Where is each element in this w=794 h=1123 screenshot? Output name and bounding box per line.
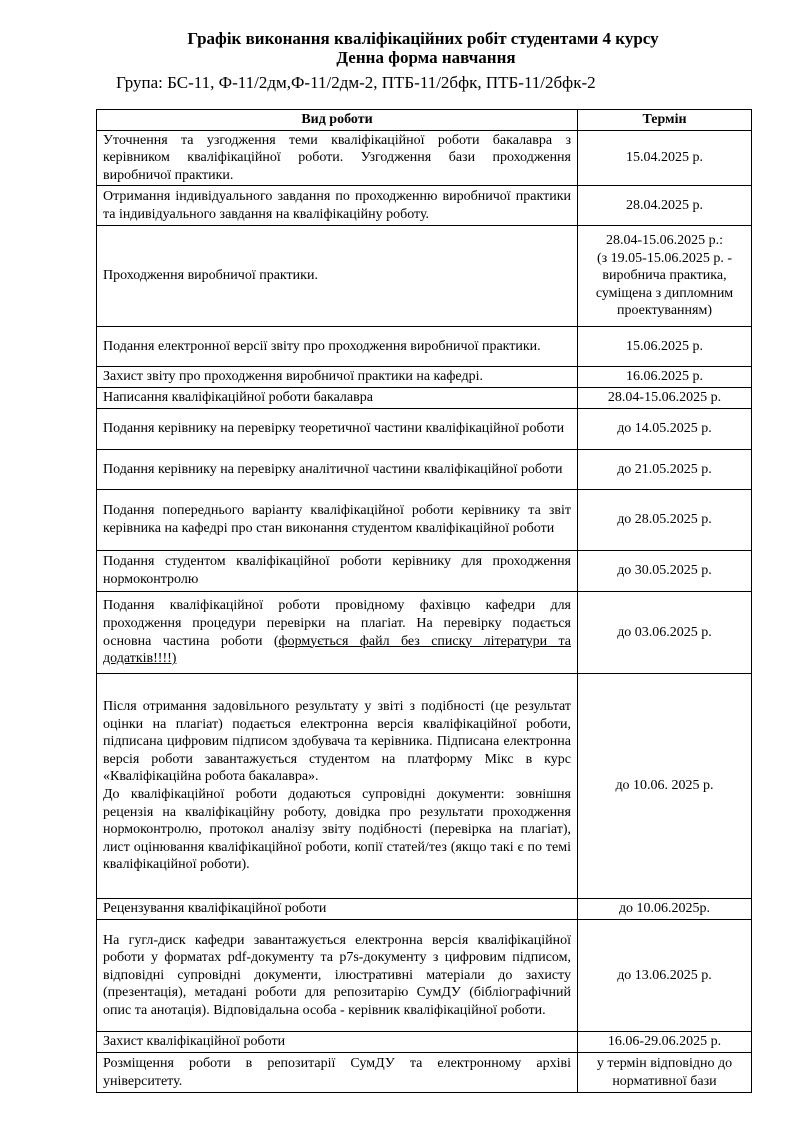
term-cell: 16.06-29.06.2025 р. bbox=[578, 1032, 752, 1053]
table-row bbox=[97, 409, 752, 450]
term-cell: до 30.05.2025 р. bbox=[578, 551, 752, 592]
term-line: нормативної бази bbox=[612, 1073, 717, 1089]
term-line: (з 19.05-15.06.2025 р. - bbox=[596, 250, 733, 266]
term-cell: 28.04.2025 р. bbox=[578, 186, 752, 226]
work-cell: Проходження виробничої практики. bbox=[97, 226, 578, 327]
work-cell: Подання попереднього варіанту кваліфікаційної роботи керівнику та звіт керівника на кафедрі про стан виконання студентом кваліфікаційної роботи bbox=[97, 490, 578, 551]
work-cell: Отримання індивідуального завдання по проходженню виробничої практики та індивідуального завдання на кваліфікаційну роботу. bbox=[97, 186, 578, 226]
table-row bbox=[97, 1032, 752, 1053]
page-title: Графік виконання кваліфікаційних робіт студентами 4 курсу bbox=[187, 29, 659, 48]
term-cell: 16.06.2025 р. bbox=[578, 367, 752, 388]
term-cell: 15.04.2025 р. bbox=[578, 131, 752, 186]
table-row bbox=[97, 327, 752, 367]
column-header-term: Термін bbox=[578, 110, 752, 131]
table-row bbox=[97, 551, 752, 592]
term-line: 28.04-15.06.2025 р.: bbox=[605, 233, 724, 249]
table-row bbox=[97, 226, 752, 327]
work-cell: На гугл-диск кафедри завантажується електронна версія кваліфікаційної роботи у форматах pdf-документу та p7s-документу з цифровим підписом, відповідні супровідні документи, ілюстративні матеріали до захисту (презентація), метадані роботи для репозитарію СумДУ (бібліографічний опис та анотація). Відповідальна особа - керівник кваліфікаційної роботи. bbox=[97, 920, 578, 1032]
work-cell: Уточнення та узгодження теми кваліфікаційної роботи бакалавра з керівником кваліфікаційної роботи. Узгодження бази проходження виробничої практики. bbox=[97, 131, 578, 186]
work-cell: Написання кваліфікаційної роботи бакалавра bbox=[97, 388, 578, 409]
work-cell: Подання студентом кваліфікаційної роботи керівнику для проходження нормоконтролю bbox=[97, 551, 578, 592]
term-cell: 15.06.2025 р. bbox=[578, 327, 752, 367]
term-cell: до 14.05.2025 р. bbox=[578, 409, 752, 450]
table-row bbox=[97, 490, 752, 551]
term-cell bbox=[578, 226, 752, 327]
column-header-work: Вид роботи bbox=[97, 110, 578, 131]
term-cell bbox=[578, 1053, 752, 1093]
table-row bbox=[97, 899, 752, 920]
term-cell: до 10.06. 2025 р. bbox=[578, 674, 752, 899]
table-row bbox=[97, 186, 752, 226]
table-row bbox=[97, 1053, 752, 1093]
table-row bbox=[97, 367, 752, 388]
term-cell: до 03.06.2025 р. bbox=[578, 592, 752, 674]
table-row bbox=[97, 674, 752, 899]
work-note-underlined: (формується файл без списку літератури та додатків!!!!) bbox=[103, 633, 571, 667]
term-cell: до 21.05.2025 р. bbox=[578, 450, 752, 490]
group-list: Група: БС-11, Ф-11/2дм,Ф-11/2дм-2, ПТБ-11/2бфк, ПТБ-11/2бфк-2 bbox=[116, 73, 596, 92]
work-paragraph: До кваліфікаційної роботи додаються супровідні документи: зовнішня рецензія на кваліфікаційну роботу, довідка про результати проходження нормоконтролю, протокол аналізу звіту подібності (перевірка на плагіат), лист оцінювання кваліфікаційної роботи, копії статей/тез (якщо такі є по темі кваліфікаційної роботи). bbox=[103, 787, 571, 873]
table-row bbox=[97, 920, 752, 1032]
table-row bbox=[97, 450, 752, 490]
term-line: суміщена з дипломним bbox=[595, 285, 734, 301]
work-text: Подання кваліфікаційної роботи провідному фахівцю кафедри для проходження процедури перевірки на плагіат. На перевірку подається основна частина роботи bbox=[103, 598, 571, 649]
table-header-row bbox=[97, 110, 752, 131]
page-subtitle: Денна форма навчання bbox=[336, 48, 516, 67]
table-row bbox=[97, 131, 752, 186]
work-cell bbox=[97, 592, 578, 674]
table-row bbox=[97, 592, 752, 674]
work-cell: Подання керівнику на перевірку теоретичної частини кваліфікаційної роботи bbox=[97, 409, 578, 450]
work-cell: Подання електронної версії звіту про проходження виробничої практики. bbox=[97, 327, 578, 367]
work-cell bbox=[97, 674, 578, 899]
work-paragraph: Після отримання задовільного результату у звіті з подібності (це результат оцінки на плагіат) подається електронна версія кваліфікаційної роботи, підписана цифровим підписом здобувача та керівника. Підписана електронна версія роботи завантажується студентом на платформу Мікс в курс «Кваліфікаційна робота бакалавра». bbox=[103, 699, 571, 785]
work-cell: Захист кваліфікаційної роботи bbox=[97, 1032, 578, 1053]
term-cell: до 10.06.2025р. bbox=[578, 899, 752, 920]
schedule-table bbox=[96, 109, 752, 1093]
term-cell: до 13.06.2025 р. bbox=[578, 920, 752, 1032]
work-cell: Захист звіту про проходження виробничої практики на кафедрі. bbox=[97, 367, 578, 388]
term-line: проектуванням) bbox=[616, 303, 712, 319]
table-row bbox=[97, 388, 752, 409]
term-cell: 28.04-15.06.2025 р. bbox=[578, 388, 752, 409]
term-line: у термін відповідно до bbox=[596, 1055, 733, 1071]
work-cell: Розміщення роботи в репозитарії СумДУ та електронному архіві університету. bbox=[97, 1053, 578, 1093]
term-cell: до 28.05.2025 р. bbox=[578, 490, 752, 551]
work-cell: Рецензування кваліфікаційної роботи bbox=[97, 899, 578, 920]
work-cell: Подання керівнику на перевірку аналітичної частини кваліфікаційної роботи bbox=[97, 450, 578, 490]
term-line: виробнича практика, bbox=[602, 268, 727, 284]
